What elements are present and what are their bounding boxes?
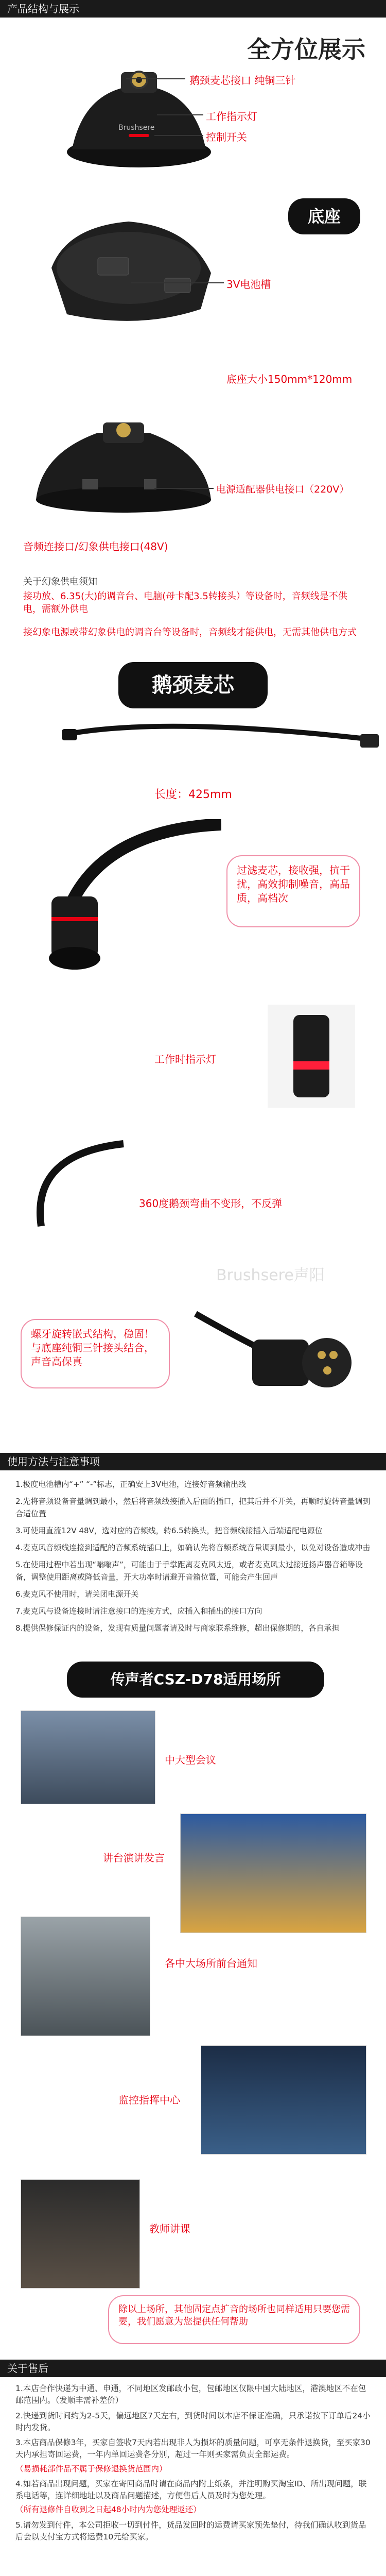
usage-step: 7.麦克风与设备连接时请注意接口的连接方式，应插入和插出的接口方向 [15,1606,262,1616]
section-header-aftersale [0,2360,386,2377]
aftersale-item: 1.本店合作快递为中通、申通，不同地区发邮政小包，包邮地区仅限中国大陆地区，港澳地区不在包邮范围内。（发顺丰需补差价） [15,2384,366,2405]
photo-meeting [21,1710,155,1804]
connector-image [185,1293,360,1412]
bend-image [21,1133,139,1242]
label-switch: 控制开关 [206,131,247,143]
venue-place: 各中大场所前台通知 [165,1957,257,1970]
product-back-image [26,412,221,515]
aftersale-item: （所有退修件自收到之日起48小时内为您处理返还） [15,2505,201,2515]
gooseneck-image [62,719,381,781]
callout-line [131,282,224,283]
label-audio-port: 音频连接口/幻象供电接口(48V) [23,540,168,553]
phantom-line1: 接功放、6.35(大)的调音台、电脑(母卡配3.5转接头）等设备时，音频线是不供电，需额外供电 [23,591,347,615]
usage-step: 6.麦克风不使用时，请关闭电源开关 [15,1589,139,1599]
callout-line [157,114,203,115]
section-title: 关于售后 [7,2362,48,2375]
gooseneck-title: 鹅颈麦芯 [118,662,268,708]
callout-line [154,488,214,489]
base-badge: 底座 [288,198,360,234]
aftersale-list [15,2383,371,2543]
section-header-usage [0,1453,386,1470]
indicator-closeup-image [268,1005,355,1108]
callout-line [126,78,185,79]
hero-title: 全方位展示 [247,36,365,63]
aftersale-item: 3.本店商品保修3年，买家自签收7天内若出现非人为损坏的质量问题，可享无条件退换货，至买家30天内承担寄回运费，一年内单回运费各分别，超过一年则买家需负责全部运费。 [15,2438,371,2460]
usage-step: 8.提供保修保证内的设备，发现有质量问题者请及时与商家联系维修，超出保修期的，各自承担 [15,1623,340,1633]
note-light: 工作时指示灯 [154,1053,216,1065]
aftersale-item: （易损耗部件品不属于保修退换货范围内） [15,2464,167,2473]
section-title: 使用方法与注意事项 [7,1455,100,1468]
venue-place: 教师讲课 [149,2223,190,2235]
usage-step: 5.在使用过程中若出现“嗡嗡声”，可能由于手掌距离麦克风太近，或者麦克风太过接近扬声器音箱等设备，调整使用距离或降低音量，开大功率时请避开音箱位置，可能会产生回声 [15,1560,363,1582]
section-title: 产品结构与展示 [7,3,79,15]
mic-closeup-image [5,819,221,984]
gooseneck-length: 长度：425mm [154,788,232,801]
label-power-port: 电源适配器供电接口（220V） [216,484,349,495]
label-battery: 3V电池槽 [226,278,271,291]
section-header-product [0,0,386,18]
callout-line [154,135,203,136]
venue-place: 中大型会议 [165,1754,216,1766]
usage-list [15,1479,371,1640]
brand-text: Brushsere [118,124,155,132]
usage-step: 4.麦克风音频线连接到适配的音频系统插口上，如确认先将音频系统音量调到最小，以免对设备造成冲击 [15,1543,371,1552]
watermark: Brushsere声阳 [216,1266,325,1284]
usage-step: 1.极度电池槽内“+” “-”标志，正确安上3V电池，连接好音频输出线 [15,1480,246,1489]
usage-step: 3.可使用直流12V 48V，选对应的音频线，转6.5转换头，把音频线接插入后端适配电源位 [15,1526,323,1535]
venue-place: 监控指挥中心 [118,2094,180,2106]
label-indicator: 工作指示灯 [206,110,257,123]
photo-lecture [180,1814,366,1933]
photo-frontdesk [21,1917,150,2036]
photo-control [201,2045,366,2155]
note-bend: 360度鹅颈弯曲不变形，不反弹 [139,1197,283,1210]
usage-step: 2.先将音频设备音量调到最小，然后将音频线接插入后面的插口，把其后并不开关，再顺时旋转音量调到合适位置 [15,1497,371,1518]
aftersale-item: 4.如若商品出现问题，买家在寄回商品时请在商品内附上纸条，并注明购买淘宝ID、所出现问题，联系电话等，连详细地址以及商品问题描述，方便售后人员及时为您处理。 [15,2479,367,2500]
venue-place: 讲台演讲发言 [103,1852,165,1864]
note-mic: 过滤麦芯，接收强，抗干扰，高效抑制噪音，高品质，高档次 [226,855,360,927]
photo-teacher [21,2179,140,2289]
note-thread: 螺牙旋转嵌式结构，稳固！与底座纯铜三针接头结合，声音高保真 [21,1319,170,1388]
label-gooseneck-port: 鹅颈麦芯接口 纯铜三针 [189,74,296,87]
phantom-title: 关于幻象供电须知 [23,577,97,587]
aftersale-item: 2.快递到货时间约为2-5天，偏远地区7天左右，到货时间以本店不保证准确，只承诺按下订单后24小时内发货。 [15,2411,371,2432]
phantom-line2: 接幻象电源或带幻象供电的调音台等设备时，音频线才能供电，无需其他供电方式 [23,627,357,638]
aftersale-item: 5.请勿发到付件，本公司拒收一切到付件，货品发回时的运费请买家预先垫付，待我们确认收到货品后会以支付宝方式将运费10元给买家。 [15,2520,366,2541]
venue-note: 除以上场所，其他固定点扩音的场所也同样适用只要您需要，我们愿意为您提供任何帮助 [108,2295,360,2344]
venue-title: 传声者CSZ-D78适用场所 [67,1662,324,1698]
label-base-size: 底座大小150mm*120mm [226,373,353,385]
product-bottom-image [36,206,221,335]
